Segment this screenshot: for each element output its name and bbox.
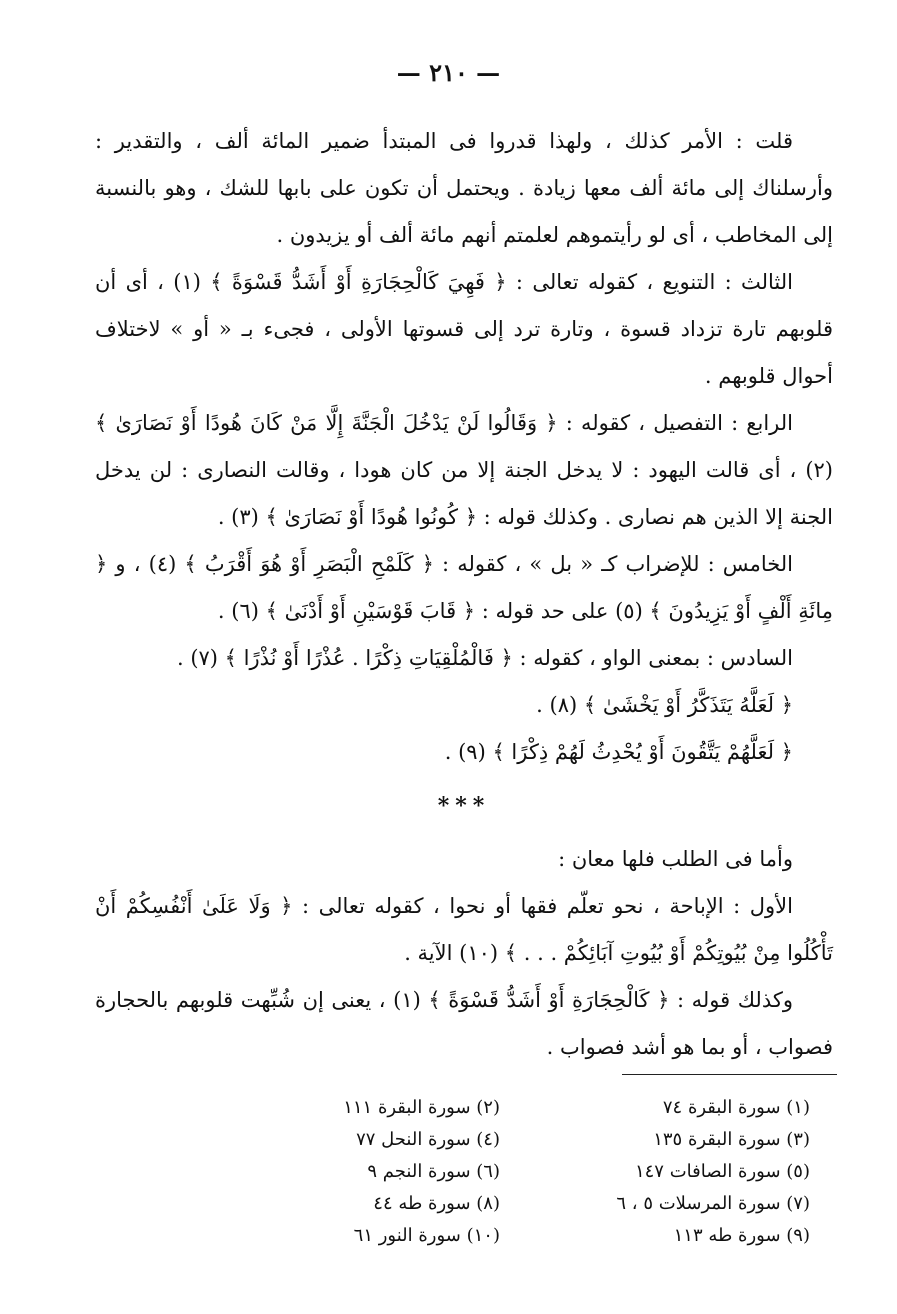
footnotes xyxy=(270,1092,810,1252)
footnote-10: (١٠) سورة النور ٦١ xyxy=(353,1225,500,1246)
footnote-1: (١) سورة البقرة ٧٤ xyxy=(662,1097,810,1118)
footnote-7: (٧) سورة المرسلات ٥ ، ٦ xyxy=(616,1193,810,1214)
paragraph-7: الأول : الإباحة ، نحو تعلّم فقها أو نحوا ، كقوله تعالى : ﴿ وَلَا عَلَىٰ أَنْفُسِكُمْ أَنْ تَأْكُلُوا مِنْ بُيُوتِكُمْ أَوْ بُيُوتِ آبَائِكُمْ . . . ﴾ (١٠) الآية . xyxy=(95,894,833,965)
verse-line-1: ﴿ لَعَلَّهُ يَتَذَكَّرُ أَوْ يَخْشَىٰ ﴾ (٨) . xyxy=(536,693,793,717)
page-number: — ٢١٠ — xyxy=(396,58,501,87)
footnote-4: (٤) سورة النحل ٧٧ xyxy=(356,1129,500,1150)
footnote-8: (٨) سورة طه ٤٤ xyxy=(373,1193,500,1214)
footnote-5: (٥) سورة الصافات ١٤٧ xyxy=(634,1161,810,1182)
footnote-2: (٢) سورة البقرة ١١١ xyxy=(343,1097,500,1118)
paragraph-8: وكذلك قوله : ﴿ كَالْحِجَارَةِ أَوْ أَشَدُّ قَسْوَةً ﴾ (١) ، يعنى إن شُبِّهت قلوبهم بالحجارة فصواب ، أو بما هو أشد فصواب . xyxy=(95,988,833,1059)
paragraph-3: الرابع : التفصيل ، كقوله : ﴿ وَقَالُوا لَنْ يَدْخُلَ الْجَنَّةَ إِلَّا مَنْ كَانَ هُودًا أَوْ نَصَارَىٰ ﴾ (٢) ، أى قالت اليهود : لا يدخل الجنة إلا من كان هودا ، وقالت النصارى : لن يدخل الجنة إلا الذين هم نصارى . وكذلك قوله : ﴿ كُونُوا هُودًا أَوْ نَصَارَىٰ ﴾ (٣) . xyxy=(95,411,833,529)
paragraph-6: وأما فى الطلب فلها معان : xyxy=(558,847,793,871)
verse-line-2: ﴿ لَعَلَّهُمْ يَتَّقُونَ أَوْ يُحْدِثُ لَهُمْ ذِكْرًا ﴾ (٩) . xyxy=(444,740,793,764)
paragraph-5: السادس : بمعنى الواو ، كقوله : ﴿ فَالْمُلْقِيَاتِ ذِكْرًا . عُذْرًا أَوْ نُذْرًا ﴾ (٧) . xyxy=(176,646,793,670)
paragraph-1: قلت : الأمر كذلك ، ولهذا قدروا فى المبتدأ ضمير المائة ألف ، والتقدير : وأرسلناك إلى مائة ألف معها زيادة . ويحتمل أن تكون على بابها للشك ، وهو بالنسبة إلى المخاطب ، أى لو رأيتموهم لعلمتم أنهم مائة ألف أو يزيدون . xyxy=(95,129,833,247)
footnote-6: (٦) سورة النجم ٩ xyxy=(367,1161,500,1182)
paragraph-2: الثالث : التنويع ، كقوله تعالى : ﴿ فَهِيَ كَالْحِجَارَةِ أَوْ أَشَدُّ قَسْوَةً ﴾ (١) ، أى أن قلوبهم تارة تزداد قسوة ، وتارة ترد إلى قسوتها الأولى ، فجىء بـ « أو » لاختلاف أحوال قلوبهم . xyxy=(95,270,833,388)
footnote-3: (٣) سورة البقرة ١٣٥ xyxy=(653,1129,810,1150)
footnote-9: (٩) سورة طه ١١٣ xyxy=(673,1225,810,1246)
footnote-divider xyxy=(622,1074,837,1075)
paragraph-4: الخامس : للإضراب كـ « بل » ، كقوله : ﴿ كَلَمْحِ الْبَصَرِ أَوْ هُوَ أَقْرَبُ ﴾ (٤) ، و ﴿ مِائَةِ أَلْفٍ أَوْ يَزِيدُونَ ﴾ (٥) على حد قوله : ﴿ قَابَ قَوْسَيْنِ أَوْ أَدْنَىٰ ﴾ (٦) . xyxy=(95,552,833,623)
main-text xyxy=(95,118,833,1071)
section-separator: *** xyxy=(437,793,491,819)
